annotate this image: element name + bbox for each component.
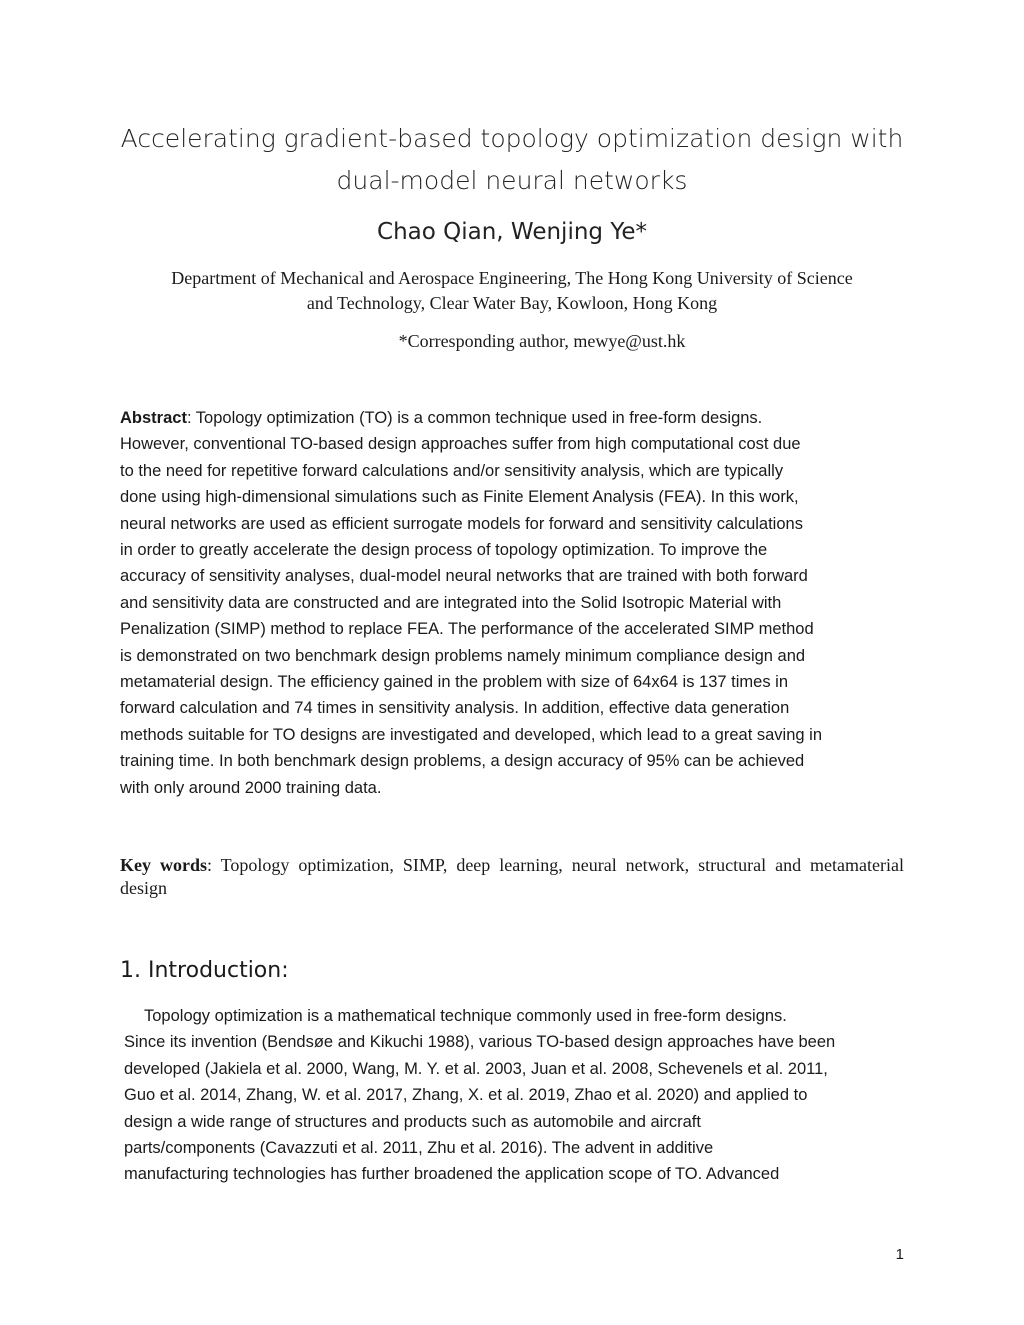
corresponding-author: *Corresponding author, mewye@ust.hk <box>398 331 686 351</box>
abstract-line: with only around 2000 training data. <box>120 778 382 797</box>
paper-title <box>110 118 914 202</box>
affiliation-line: Department of Mechanical and Aerospace Engineering, The Hong Kong University of Science <box>171 268 853 288</box>
abstract-line: and sensitivity data are constructed and are integrated into the Solid Isotropic Material with <box>120 593 782 612</box>
abstract-line: to the need for repetitive forward calculations and/or sensitivity analysis, which are typically <box>120 461 784 480</box>
abstract-line: methods suitable for TO designs are investigated and developed, which lead to a great saving in <box>120 725 822 744</box>
title-line: dual-model neural networks <box>336 166 688 195</box>
abstract-line: in order to greatly accelerate the design process of topology optimization. To improve the <box>120 541 768 560</box>
intro-line: developed (Jakiela et al. 2000, Wang, M. Y. et al. 2003, Juan et al. 2008, Schevenels et al. 2011, <box>124 1059 828 1078</box>
intro-line: manufacturing technologies has further broadened the application scope of TO. Advanced <box>124 1165 780 1184</box>
page-number: 1 <box>895 1246 904 1263</box>
keywords-section <box>120 854 904 900</box>
abstract-line: is demonstrated on two benchmark design problems namely minimum compliance design and <box>120 646 806 665</box>
abstract-label: Abstract <box>120 409 187 427</box>
intro-line: Guo et al. 2014, Zhang, W. et al. 2017, Zhang, X. et al. 2019, Zhao et al. 2020) and applied to <box>124 1086 808 1105</box>
abstract-line: forward calculation and 74 times in sensitivity analysis. In addition, effective data generation <box>120 699 790 718</box>
keywords-text: : Topology optimization, SIMP, deep learning, neural network, structural and metamaterial design <box>120 855 905 898</box>
abstract-line: accuracy of sensitivity analyses, dual-model neural networks that are trained with both forward <box>120 567 808 586</box>
intro-line: design a wide range of structures and products such as automobile and aircraft <box>124 1112 701 1131</box>
author-affiliation <box>120 266 904 316</box>
abstract-line <box>120 405 920 431</box>
author-list: Chao Qian, Wenjing Ye* <box>377 219 647 245</box>
abstract-line: neural networks are used as efficient surrogate models for forward and sensitivity calculations <box>120 514 803 533</box>
affiliation-line: and Technology, Clear Water Bay, Kowloon, Hong Kong <box>306 293 718 313</box>
abstract-text: : Topology optimization (TO) is a common technique used in free-form designs. <box>186 409 763 427</box>
keywords-label: Key words <box>120 855 207 875</box>
abstract-line: done using high-dimensional simulations such as Finite Element Analysis (FEA). In this work, <box>120 488 799 507</box>
abstract-line: However, conventional TO-based design approaches suffer from high computational cost due <box>120 435 801 454</box>
introduction-paragraph <box>124 1003 924 1188</box>
intro-line: Topology optimization is a mathematical technique commonly used in free-form designs. <box>144 1007 787 1025</box>
abstract-line: Penalization (SIMP) method to replace FEA. The performance of the accelerated SIMP method <box>120 620 814 639</box>
abstract-line: metamaterial design. The efficiency gained in the problem with size of 64x64 is 137 times in <box>120 673 789 692</box>
section-heading-introduction: 1. Introduction: <box>120 958 289 983</box>
intro-line: Since its invention (Bendsøe and Kikuchi 1988), various TO-based design approaches have been <box>124 1033 836 1052</box>
abstract-section <box>120 405 920 801</box>
intro-line: parts/components (Cavazzuti et al. 2011, Zhu et al. 2016). The advent in additive <box>124 1139 714 1158</box>
title-line: Accelerating gradient-based topology optimization design with <box>120 124 904 153</box>
abstract-line: training time. In both benchmark design problems, a design accuracy of 95% can be achieved <box>120 752 805 771</box>
